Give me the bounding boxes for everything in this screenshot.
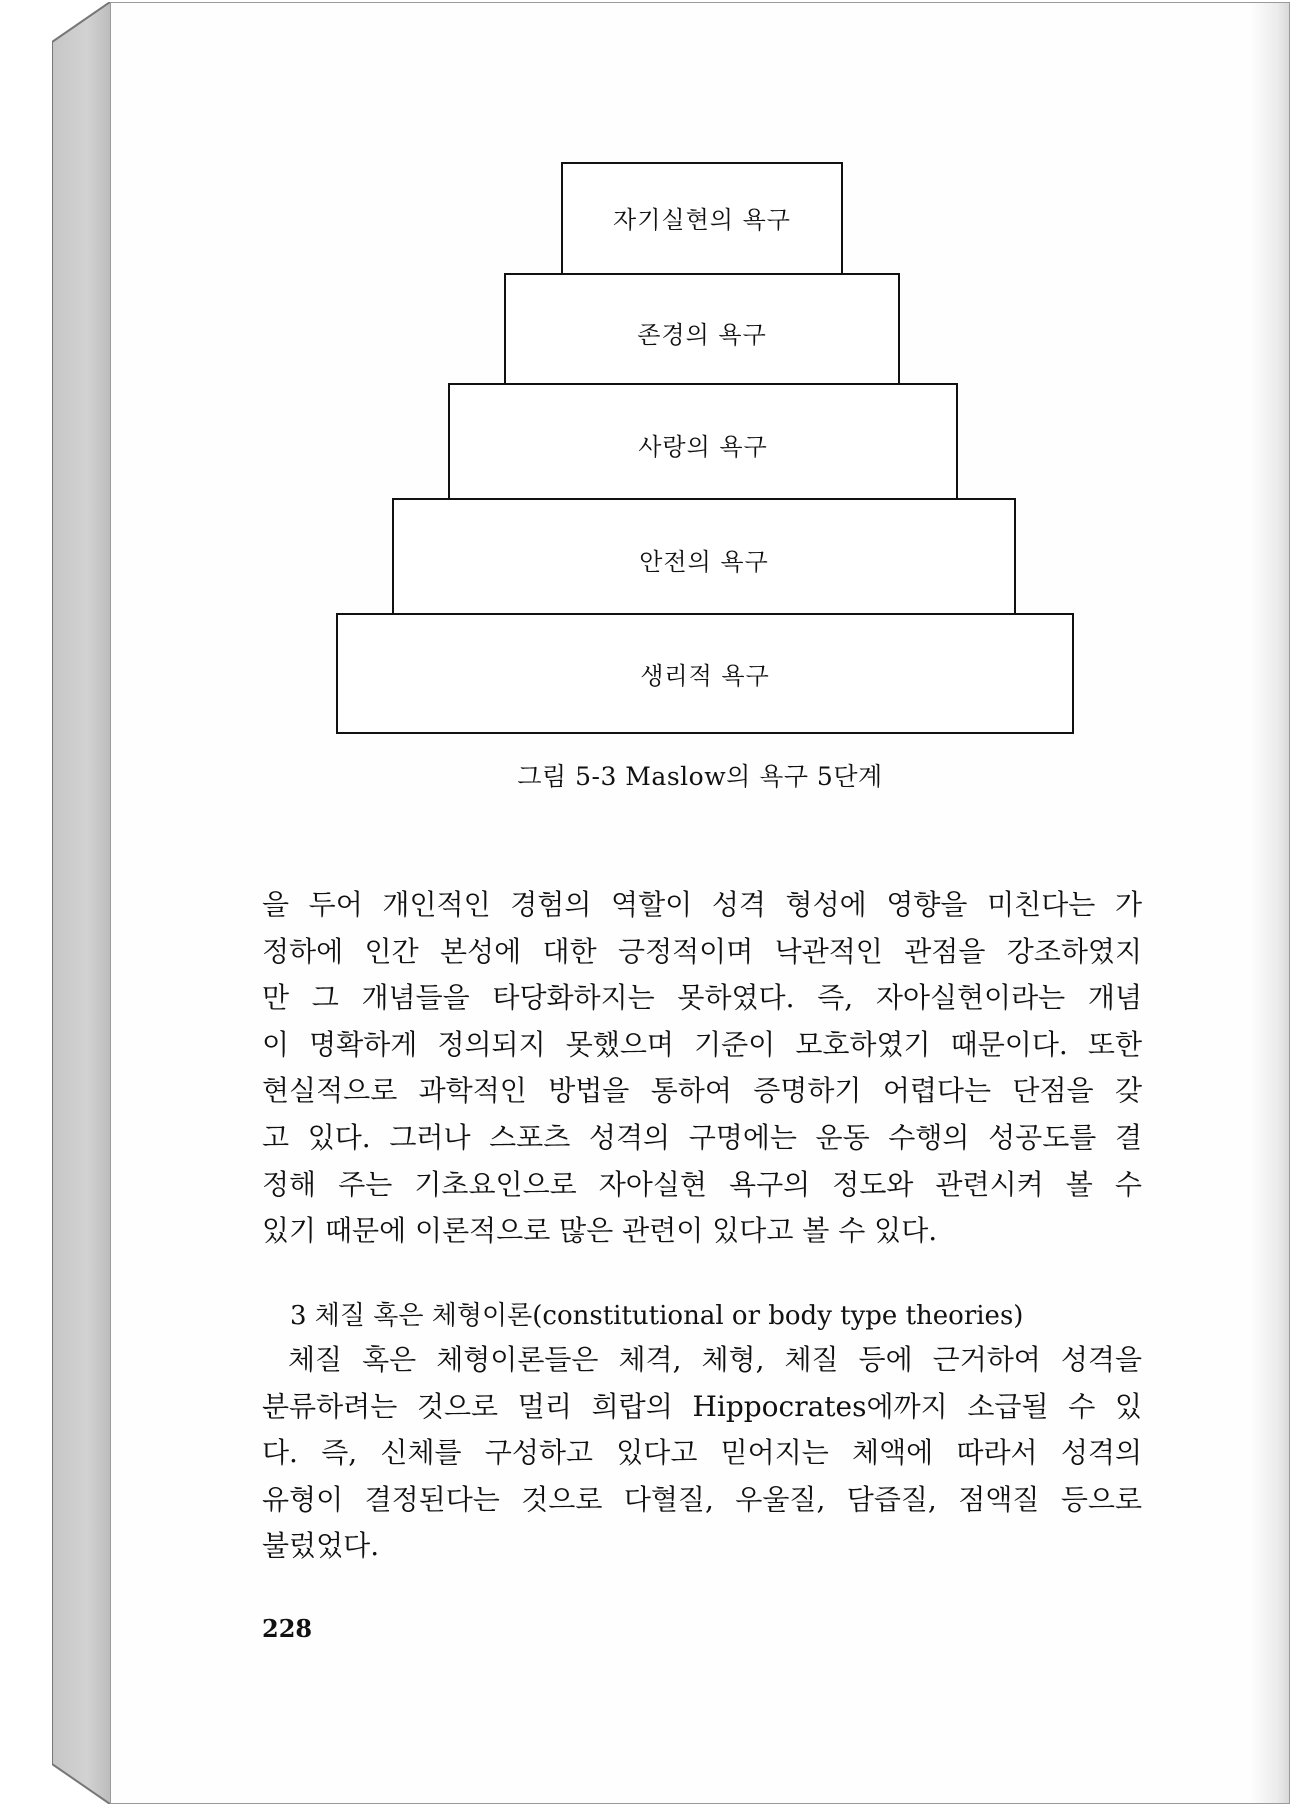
text-line: 불렀었다. [262, 1529, 380, 1563]
page-number: 228 [262, 1614, 313, 1643]
book-spine [52, 2, 110, 1804]
tier-label: 사랑의 욕구 [638, 432, 768, 461]
text-line: 을 두어 개인적인 경험의 역할이 성격 형성에 영향을 미친다는 가 [262, 888, 1142, 921]
page-edge-shading [1249, 3, 1289, 1803]
text-line: 정하에 인간 본성에 대한 긍정적이며 낙관적인 관점을 강조하였지 [262, 934, 1142, 968]
text-line: 정해 주는 기초요인으로 자아실현 욕구의 정도와 관련시켜 볼 수 [262, 1167, 1142, 1201]
text-line: 분류하려는 것으로 멀리 희랍의 Hippocrates에까지 소급될 수 있 [262, 1389, 1142, 1423]
body-paragraph-2 [262, 1337, 1142, 1570]
pyramid-tier-love [448, 383, 958, 505]
pyramid-tier-self-actualization [561, 162, 843, 280]
text-line: 유형이 결정된다는 것으로 다혈질, 우울질, 담즙질, 점액질 등으로 [262, 1482, 1142, 1516]
text-line: 체질 혹은 체형이론들은 체격, 체형, 체질 등에 근거하여 성격을 [288, 1343, 1142, 1376]
pyramid-tier-physiological [336, 613, 1074, 734]
figure-caption: 그림 5-3 Maslow의 욕구 5단계 [517, 762, 883, 791]
text-line: 고 있다. 그러나 스포츠 성격의 구명에는 운동 수행의 성공도를 결 [262, 1120, 1142, 1154]
text-line: 만 그 개념들을 타당화하지는 못하였다. 즉, 자아실현이라는 개념 [262, 981, 1142, 1015]
text-line: 현실적으로 과학적인 방법을 통하여 증명하기 어렵다는 단점을 갖 [262, 1074, 1142, 1108]
tier-label: 생리적 욕구 [640, 662, 770, 690]
body-paragraph-1 [262, 882, 1142, 1255]
pyramid-tier-esteem [504, 273, 900, 391]
tier-label: 존경의 욕구 [637, 320, 767, 349]
text-line: 있기 때문에 이론적으로 많은 관련이 있다고 볼 수 있다. [262, 1214, 938, 1248]
tier-label: 자기실현의 욕구 [613, 205, 791, 234]
section-heading: 3 체질 혹은 체형이론(constitutional or body type theories) [290, 1301, 1024, 1331]
text-line: 다. 즉, 신체를 구성하고 있다고 믿어지는 체액에 따라서 성격의 [262, 1436, 1142, 1470]
tier-label: 안전의 욕구 [639, 547, 769, 576]
pyramid-tier-safety [392, 498, 1016, 620]
text-line: 이 명확하게 정의되지 못했으며 기준이 모호하였기 때문이다. 또한 [262, 1027, 1142, 1061]
